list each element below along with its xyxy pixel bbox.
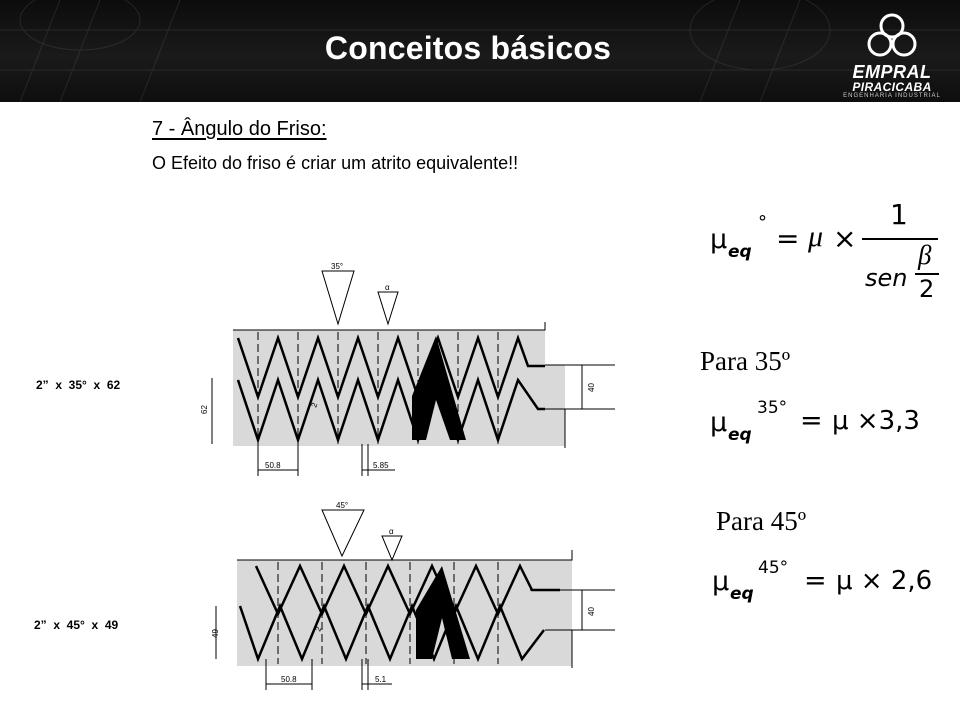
right-dim-45: 40 (587, 607, 596, 616)
formula-times: × (833, 222, 857, 255)
cone-angle-35-label: 35° (331, 262, 344, 271)
edge-tick-45: 2 (313, 625, 324, 633)
formula-degree: ° (758, 212, 767, 233)
formula-eq-subscript: eq (728, 242, 752, 262)
logo-city: PIRACICABA (852, 80, 932, 94)
height-dim-35: 62 (200, 405, 209, 414)
formula-equals: = (776, 222, 800, 255)
formula-mu: μ (710, 224, 728, 255)
formula-mu-friction: μ (808, 220, 824, 253)
case-45-label: Para 45º (716, 506, 807, 536)
formula-numerator: 1 (890, 198, 908, 231)
pitch-dim-35: 50.8 (265, 461, 281, 470)
profile-45-shaded-area (237, 560, 572, 666)
profile-drawing-35 (195, 258, 615, 480)
spec-label-45: 2” x 45° x 49 (34, 618, 119, 632)
formula-beta: β (918, 240, 932, 270)
logo-tagline: ENGENHARIA INDUSTRIAL (843, 93, 941, 99)
case-35-eq-subscript: eq (728, 425, 752, 445)
logo-name: EMPRAL (852, 62, 932, 82)
gap-dim-45: 5.1 (375, 675, 387, 684)
gap-dim-35: 5.85 (373, 461, 389, 470)
cone-angle-45-label: 45° (336, 501, 349, 510)
right-dim-35: 40 (587, 383, 596, 392)
pitch-dim-45: 50.8 (281, 675, 297, 684)
profile-45-cone-large (322, 510, 364, 556)
small-angle-45-label: α (389, 527, 394, 536)
case-35-rhs: μ ×3,3 (832, 406, 920, 436)
profile-45-cone-small (382, 536, 402, 560)
edge-tick-35: 2 (309, 401, 320, 409)
case-45-angle: 45° (758, 558, 789, 578)
case-35-angle: 35° (757, 398, 788, 418)
profile-35-cone-large (322, 271, 354, 324)
small-angle-35-label: α (385, 283, 390, 292)
case-45-equals: = (804, 565, 827, 596)
page-title: Conceitos básicos (324, 30, 612, 66)
height-dim-45: 49 (211, 629, 220, 638)
section-subtitle: 7 - Ângulo do Friso: (152, 118, 327, 140)
case-45-rhs: μ × 2,6 (836, 566, 933, 596)
formula-two: 2 (919, 275, 935, 303)
section-description: O Efeito do friso é criar um atrito equivalente!! (152, 153, 519, 173)
case-35-mu: μ (710, 407, 728, 438)
profile-35-cone-small (378, 292, 398, 324)
case-35-label: Para 35º (700, 346, 791, 376)
spec-label-35: 2” x 35° x 62 (36, 378, 121, 392)
formula-sen: sen (865, 264, 908, 292)
case-45-eq-subscript: eq (730, 584, 754, 604)
case-35-equals: = (800, 405, 823, 436)
case-45-mu: μ (712, 566, 730, 597)
profile-drawing-45 (195, 495, 615, 695)
